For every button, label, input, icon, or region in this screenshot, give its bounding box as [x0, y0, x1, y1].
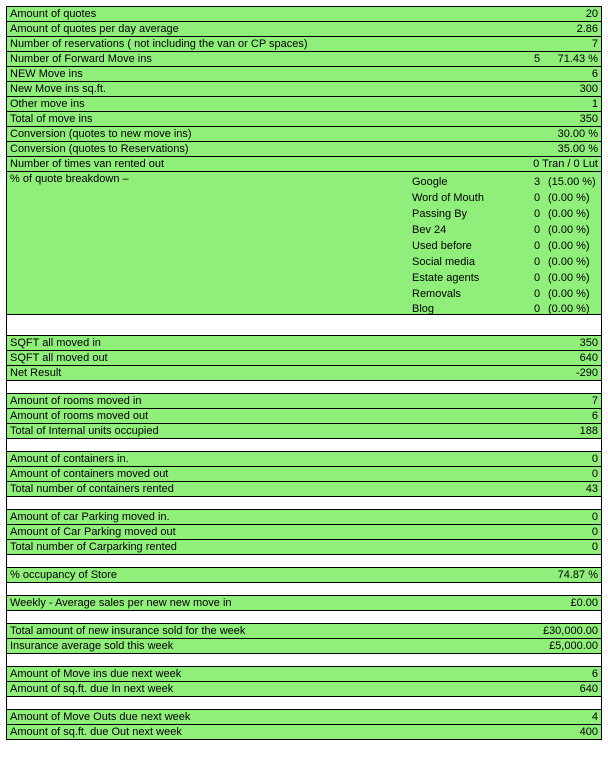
row-value: 7: [591, 395, 598, 407]
row-label: Amount of sq.ft. due Out next week: [10, 726, 182, 738]
row-label: Amount of quotes per day average: [10, 23, 179, 35]
source-name: Used before: [412, 240, 472, 252]
spacer: [6, 554, 602, 568]
source-name: Word of Mouth: [412, 192, 484, 204]
row-label: Conversion (quotes to Reservations): [10, 143, 189, 155]
source-count: 0: [534, 256, 541, 268]
row-van-rented: [6, 156, 602, 172]
row-label: Amount of quotes: [10, 8, 97, 20]
row-value: 0: [591, 468, 598, 480]
row-value: 400: [579, 726, 598, 738]
row-value: 6: [591, 668, 598, 680]
source-pct: (0.00 %): [548, 240, 590, 252]
row-label: SQFT all moved in: [10, 337, 101, 349]
row-insurance-total: [6, 623, 602, 639]
row-value: -290: [575, 367, 598, 379]
row-internal-units: [6, 423, 602, 439]
row-value: 0 Tran / 0 Lut: [533, 158, 598, 170]
source-name: Blog: [412, 303, 435, 315]
row-value: £30,000.00: [542, 625, 598, 637]
row-label: Amount of Car Parking moved out: [10, 526, 176, 538]
row-value: £5,000.00: [549, 640, 598, 652]
row-label: Amount of rooms moved out: [10, 410, 149, 422]
row-value: 0: [591, 453, 598, 465]
row-label: Number of times van rented out: [10, 158, 165, 170]
row-weekly-sales: [6, 595, 602, 611]
spacer: [6, 496, 602, 510]
row-label: Amount of car Parking moved in.: [10, 511, 170, 523]
row-value: 4: [591, 711, 598, 723]
row-value: 6: [591, 68, 598, 80]
source-pct: (0.00 %): [548, 288, 590, 300]
spacer: [6, 696, 602, 710]
row-value: 350: [579, 337, 598, 349]
row-value: 1: [591, 98, 598, 110]
row-value: 350: [579, 113, 598, 125]
row-parking-in: [6, 509, 602, 525]
row-value: 74.87 %: [557, 569, 598, 581]
spacer: [6, 380, 602, 394]
row-value: 30.00 %: [557, 128, 598, 140]
row-label: Amount of rooms moved in: [10, 395, 142, 407]
row-rooms-out: [6, 408, 602, 424]
row-sqft-out: [6, 350, 602, 366]
row-parking-total: [6, 539, 602, 555]
source-count: 3: [534, 176, 541, 188]
row-sqft-out-next-week: [6, 724, 602, 740]
row-value: 300: [579, 83, 598, 95]
source-pct: (0.00 %): [548, 192, 590, 204]
source-count: 0: [534, 224, 541, 236]
row-label: Amount of Move Outs due next week: [10, 711, 191, 723]
row-other-move-ins: [6, 96, 602, 112]
source-pct: (0.00 %): [548, 272, 590, 284]
row-value: 35.00 %: [557, 143, 598, 155]
row-label: Conversion (quotes to new move ins): [10, 128, 192, 140]
row-containers-in: [6, 451, 602, 467]
spacer: [6, 610, 602, 624]
row-conversion-move-ins: [6, 126, 602, 142]
row-value: 2.86: [576, 23, 598, 35]
source-pct: (0.00 %): [548, 208, 590, 220]
row-label: Net Result: [10, 367, 62, 379]
row-label: NEW Move ins: [10, 68, 83, 80]
source-pct: (0.00 %): [548, 224, 590, 236]
source-name: Removals: [412, 288, 461, 300]
row-value: 6: [591, 410, 598, 422]
source-name: Social media: [412, 256, 475, 268]
source-pct: (0.00 %): [548, 256, 590, 268]
row-parking-out: [6, 524, 602, 540]
row-label: Insurance average sold this week: [10, 640, 174, 652]
source-name: Bev 24: [412, 224, 447, 236]
row-value: 43: [585, 483, 598, 495]
row-value: 0: [591, 511, 598, 523]
row-value: 7: [591, 38, 598, 50]
row-new-move-ins: [6, 66, 602, 82]
spacer: [6, 314, 602, 336]
row-label: Other move ins: [10, 98, 85, 110]
row-label: Amount of containers in.: [10, 453, 129, 465]
source-count: 0: [534, 288, 541, 300]
row-new-move-ins-sqft: [6, 81, 602, 97]
report-sheet: [6, 6, 602, 740]
row-containers-out: [6, 466, 602, 482]
row-count: 5: [534, 53, 541, 65]
row-insurance-average: [6, 638, 602, 654]
source-count: 0: [534, 240, 541, 252]
row-value: 0: [591, 526, 598, 538]
row-conversion-reservations: [6, 141, 602, 157]
row-label: Amount of sq.ft. due In next week: [10, 683, 174, 695]
row-sqft-in: [6, 335, 602, 351]
row-label: Total amount of new insurance sold for the week: [10, 625, 246, 637]
source-count: 0: [534, 192, 541, 204]
row-move-ins-next-week: [6, 666, 602, 682]
row-containers-total: [6, 481, 602, 497]
row-value: 188: [579, 425, 598, 437]
row-value: 20: [585, 8, 598, 20]
row-label: Total of Internal units occupied: [10, 425, 159, 437]
spacer: [6, 653, 602, 667]
row-label: Total number of Carparking rented: [10, 541, 177, 553]
source-count: 0: [534, 272, 541, 284]
row-value: 0: [591, 541, 598, 553]
row-label: Amount of Move ins due next week: [10, 668, 182, 680]
row-rooms-in: [6, 393, 602, 409]
quote-breakdown: [6, 171, 602, 315]
row-label: Total number of containers rented: [10, 483, 174, 495]
row-occupancy: [6, 567, 602, 583]
row-sqft-in-next-week: [6, 681, 602, 697]
source-name: Passing By: [412, 208, 468, 220]
source-count: 0: [534, 303, 541, 315]
source-name: Google: [412, 176, 448, 188]
row-quotes-per-day: [6, 21, 602, 37]
breakdown-label: % of quote breakdown –: [10, 173, 129, 185]
row-label: % occupancy of Store: [10, 569, 118, 581]
source-count: 0: [534, 208, 541, 220]
row-forward-move-ins: [6, 51, 602, 67]
row-label: Total of move ins: [10, 113, 93, 125]
row-value: 71.43 %: [557, 53, 598, 65]
source-name: Estate agents: [412, 272, 480, 284]
spacer: [6, 582, 602, 596]
row-label: New Move ins sq.ft.: [10, 83, 106, 95]
row-label: Number of Forward Move ins: [10, 53, 152, 65]
source-pct: (0.00 %): [548, 303, 590, 315]
row-net-result: [6, 365, 602, 381]
row-label: SQFT all moved out: [10, 352, 108, 364]
row-amount-of-quotes: [6, 6, 602, 22]
source-pct: (15.00 %): [548, 176, 596, 188]
row-total-move-ins: [6, 111, 602, 127]
row-value: 640: [579, 683, 598, 695]
row-label: Number of reservations ( not including the van or CP spaces): [10, 38, 308, 50]
row-reservations: [6, 36, 602, 52]
spacer: [6, 438, 602, 452]
row-value: 640: [579, 352, 598, 364]
row-value: £0.00: [570, 597, 598, 609]
row-move-outs-next-week: [6, 709, 602, 725]
row-label: Weekly - Average sales per new new move in: [10, 597, 232, 609]
row-label: Amount of containers moved out: [10, 468, 169, 480]
